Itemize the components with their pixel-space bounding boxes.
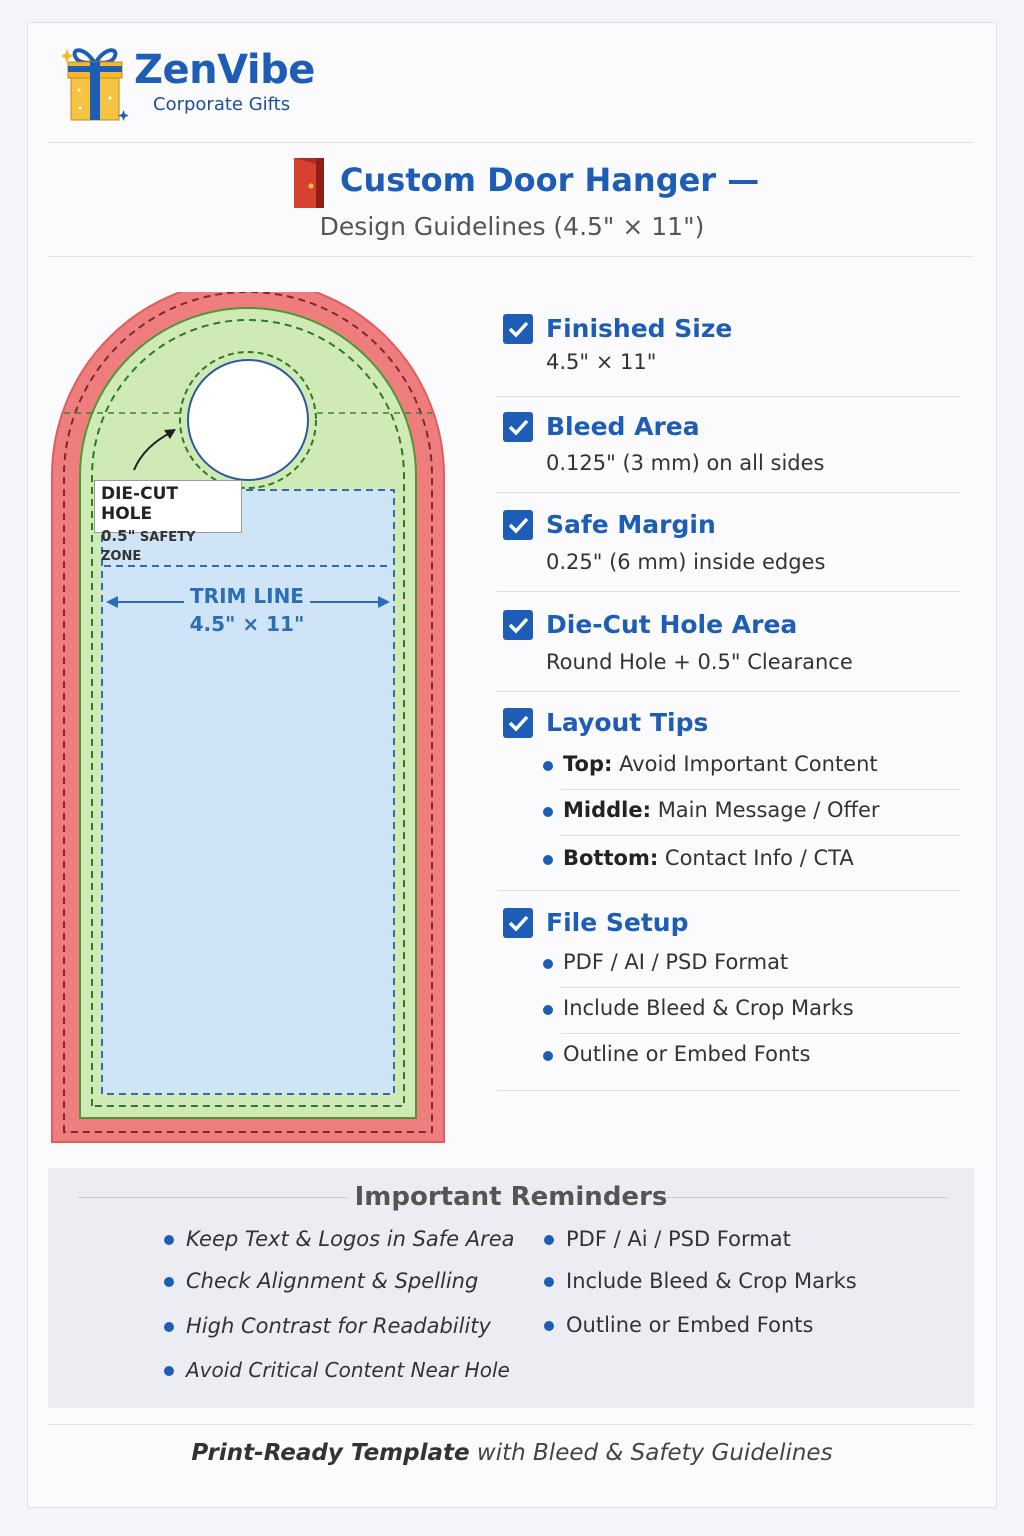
guideline-value: 0.25" (6 mm) inside edges <box>546 550 826 574</box>
checkbox-icon <box>503 610 533 640</box>
page-subtitle: Design Guidelines (4.5" × 11") <box>319 212 705 241</box>
divider <box>561 835 960 836</box>
footer-note <box>0 1440 1024 1468</box>
brand-name: ZenVibe <box>134 47 315 93</box>
footer-divider <box>48 1424 974 1425</box>
footer-bold: Print-Ready Template <box>191 1440 470 1466</box>
divider <box>497 492 960 493</box>
trim-line-title: TRIM LINE <box>190 584 304 608</box>
divider <box>497 1090 960 1091</box>
door-hanger-diagram <box>48 292 448 1152</box>
die-cut-hole-label <box>94 480 242 565</box>
bullet-icon <box>543 761 553 771</box>
die-cut-hole-subtitle <box>101 525 235 567</box>
trim-line-label <box>160 582 334 638</box>
guideline-title: Bleed Area <box>546 412 700 441</box>
guideline-title: File Setup <box>546 908 689 937</box>
reminder-text: PDF / Ai / PSD Format <box>566 1227 791 1251</box>
checkbox-icon <box>503 708 533 738</box>
bullet-icon <box>164 1322 174 1332</box>
bullet-icon <box>544 1321 554 1331</box>
tip-text: Avoid Important Content <box>619 752 878 776</box>
tip-label: Bottom: <box>563 846 659 870</box>
hole-safety-value: 0.5" <box>101 526 136 545</box>
divider <box>497 691 960 692</box>
checkbox-icon <box>503 412 533 442</box>
file-setup-item <box>543 1034 960 1080</box>
guideline-title: Safe Margin <box>546 510 716 539</box>
guideline-bleed-area <box>497 410 960 494</box>
bullet-icon <box>544 1277 554 1287</box>
die-cut-hole <box>188 360 308 480</box>
divider <box>497 591 960 592</box>
file-setup-text: PDF / AI / PSD Format <box>563 950 789 974</box>
trim-area <box>102 490 394 1094</box>
guideline-title: Finished Size <box>546 314 733 343</box>
tip-label: Middle: <box>563 798 651 822</box>
reminder-text: Outline or Embed Fonts <box>566 1313 814 1337</box>
checkbox-icon <box>503 314 533 344</box>
file-setup-item <box>543 988 960 1034</box>
die-cut-hole-title: DIE-CUT HOLE <box>101 484 178 525</box>
tip-text: Contact Info / CTA <box>664 846 854 870</box>
reminder-text: High Contrast for Readability <box>186 1314 491 1338</box>
layout-tip-top <box>543 744 960 790</box>
trim-line-size: 4.5" × 11" <box>189 612 305 636</box>
guideline-layout-tips <box>497 706 960 892</box>
layout-tip-bottom <box>543 838 960 884</box>
bullet-icon <box>543 959 553 969</box>
brand-tagline: Corporate Gifts <box>153 94 291 115</box>
reminder-text: Include Bleed & Crop Marks <box>566 1269 857 1293</box>
bullet-icon <box>544 1235 554 1245</box>
title-divider <box>48 256 974 257</box>
footer-rest: with Bleed & Safety Guidelines <box>469 1440 833 1466</box>
guideline-value: 4.5" × 11" <box>546 350 657 374</box>
guideline-value: Round Hole + 0.5" Clearance <box>546 650 853 674</box>
page-title: Custom Door Hanger — <box>340 161 760 199</box>
door-icon <box>290 156 328 210</box>
bullet-icon <box>164 1366 174 1376</box>
bullet-icon <box>164 1277 174 1287</box>
reminder-text: Avoid Critical Content Near Hole <box>186 1358 510 1382</box>
file-setup-text: Outline or Embed Fonts <box>563 1042 811 1066</box>
bullet-icon <box>543 855 553 865</box>
file-setup-text: Include Bleed & Crop Marks <box>563 996 854 1020</box>
bullet-icon <box>164 1235 174 1245</box>
file-setup-item <box>543 942 960 988</box>
header-divider <box>48 142 974 143</box>
checkbox-icon <box>503 908 533 938</box>
checkbox-icon <box>503 510 533 540</box>
bullet-icon <box>543 1005 553 1015</box>
layout-tip-middle <box>543 790 960 836</box>
reminder-text: Keep Text & Logos in Safe Area <box>186 1227 515 1251</box>
reminders-title: Important Reminders <box>354 1182 668 1212</box>
guideline-file-setup <box>497 906 960 1092</box>
gift-box-icon <box>62 38 128 124</box>
guideline-value: 0.125" (3 mm) on all sides <box>546 451 825 475</box>
guideline-die-cut-hole <box>497 608 960 692</box>
reminder-text: Check Alignment & Spelling <box>186 1269 479 1293</box>
guideline-safe-margin <box>497 508 960 592</box>
bullet-icon <box>543 1051 553 1061</box>
important-reminders-panel <box>48 1168 974 1408</box>
hole-safety-text: SAFETY ZONE <box>101 529 196 565</box>
guideline-finished-size <box>497 312 960 398</box>
tip-label: Top: <box>563 752 613 776</box>
guideline-title: Layout Tips <box>546 708 709 737</box>
divider <box>497 890 960 891</box>
divider <box>497 396 960 397</box>
bullet-icon <box>543 807 553 817</box>
guideline-title: Die-Cut Hole Area <box>546 610 798 639</box>
tip-text: Main Message / Offer <box>657 798 880 822</box>
